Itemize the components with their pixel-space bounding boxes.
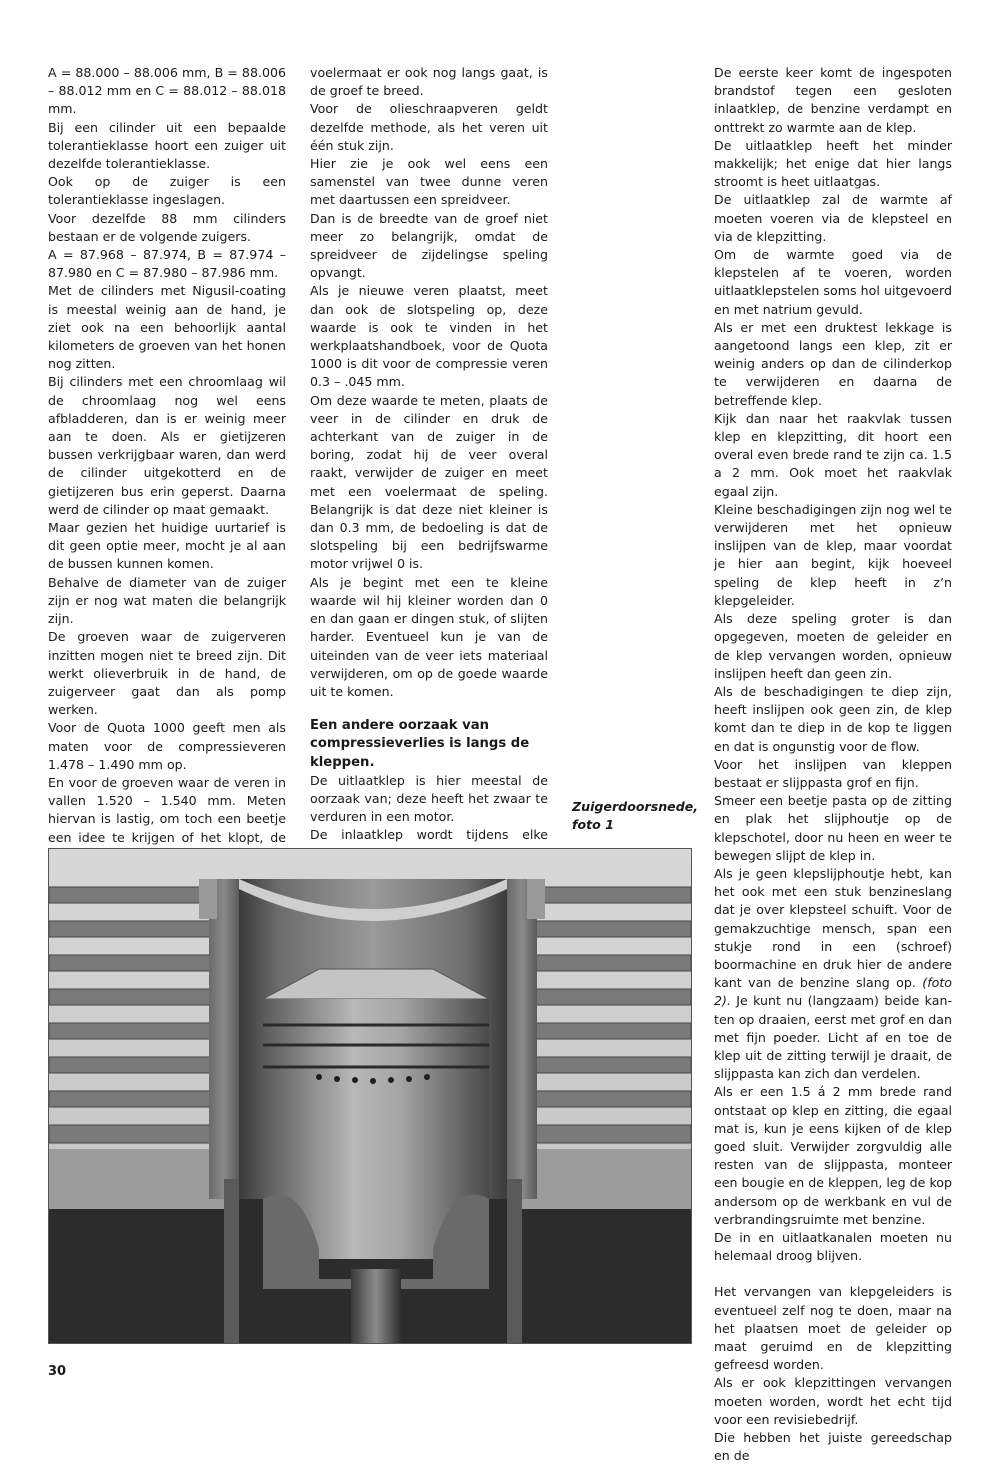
paragraph: Dan is de breedte van de groef niet meer zo belangrijk, omdat de spreidveer de zijdelingse speling opvangt.	[310, 210, 548, 281]
photo-reference: (foto 2).	[714, 975, 952, 1009]
paragraph: Ook op de zuiger is een tolerantieklasse ingeslagen.	[48, 174, 286, 208]
paragraph: Voor dezelfde 88 mm cilinders bestaan er de volgende zuigers.	[48, 210, 286, 244]
section-heading: Een andere oorzaak van compressieverlies is langs de kleppen.	[310, 718, 530, 770]
paragraph: Voor de olieschraapveren geldt dezelfde methode, als het veren uit één stuk zijn.	[310, 101, 548, 153]
paragraph: Smeer een beetje pasta op de zitting en plak het slijphoutje op de klepschotel, door nu heen en weer te bewegen slijpt de klep in.	[714, 793, 952, 863]
piston-illustration	[49, 849, 691, 1343]
paragraph: Als er een 1.5 á 2 mm brede rand ontstaat op klep en zitting, die egaal mat is, kun je eens kijken of de klep goed sluit. Verwijder zorgvuldig alle resten van de slijppasta, monteer een bougie en de kleppen, leg de kop andersom op de werkbank en vul de verbrandingsruimte met benzine.	[714, 1084, 952, 1227]
paragraph: Als er ook klepzittingen vervangen moeten worden, wordt het echt tijd voor een revisiebedrijf.	[714, 1375, 952, 1427]
text-column-2	[310, 64, 548, 972]
paragraph: Om deze waarde te meten, plaats de veer in de cilinder en druk de achterkant van de zuiger in de boring, zodat hij de veer overal raakt, verwijder de zuiger en meet met een voelermaat de speling. Belangrijk is dat deze niet kleiner is dan 0.3 mm, de bedoeling is dat de slotspeling bij een bedrijfswarme motor vrijwel 0 is.	[310, 392, 548, 572]
paragraph: Als je nieuwe veren plaatst, meet dan ook de slotspeling op, deze waarde is ook te vinden in het werkplaatshandboek, voor de Quota 1000 is dit voor de compressie veren 0.3 – .045 mm.	[310, 283, 548, 390]
paragraph: Met de cilinders met Nigusil-coating is meestal weinig aan de hand, je ziet ook na een behoorlijk aantal kilometers de groeven van het honen nog zitten.	[48, 283, 286, 372]
piston-cross-section-photo	[48, 848, 692, 1344]
text-column-1	[48, 64, 286, 956]
paragraph: Als de beschadigingen te diep zijn, heeft inslijpen ook geen zin, de klep komt dan te diep in de kop te liggen en dat is ongunstig voor de flow.	[714, 683, 952, 754]
paragraph: voelermaat er ook nog langs gaat, is de groef te breed.	[310, 65, 548, 99]
paragraph: En voor de groeven waar de veren in vallen 1.520 – 1.540 mm. Meten hiervan is lastig, om toch een beetje een idee te krijgen of het klopt, de	[48, 774, 286, 845]
paragraph: De in en uitlaatkanalen moeten nu helemaal droog blijven.	[714, 1230, 952, 1264]
paragraph: Voor de Quota 1000 geeft men als maten voor de compressieveren 1.478 – 1.490 mm op.	[48, 720, 286, 772]
paragraph	[714, 865, 952, 1083]
paragraph: De uitlaatklep zal de warmte af moeten voeren via de klepsteel en via de klepzitting.	[714, 192, 952, 244]
paragraph: Bij een cilinder uit een bepaalde tolerantieklasse hoort een zuiger uit dezelfde tolerantieklasse.	[48, 119, 286, 172]
paragraph: Als deze speling groter is dan opgegeven, moeten de geleider en de klep vervangen worden, opnieuw inslijpen heeft dan geen zin.	[714, 611, 952, 681]
paragraph: A = 88.000 – 88.006 mm, B = 88.006 – 88.012 mm en C = 88.012 – 88.018 mm.	[48, 65, 286, 117]
paragraph: Bij cilinders met een chroomlaag wil de chroomlaag nog wel eens afbladderen, dan is er weinig meer aan te doen. Als er gietijzeren bussen verkrijgbaar waren, dan werd de cilinder uitgekotterd en de gietijzeren bus erin geperst. Daarna werd de cilinder op maat gemaakt.	[48, 374, 286, 517]
paragraph: De uitlaatklep heeft het minder makkelijk; het enige dat hier langs stroomt is heet uitlaatgas.	[714, 137, 952, 190]
paragraph: Het vervangen van klepgeleiders is eventueel zelf nog te doen, maar na het plaatsen moet de geleider op maat geruimd en de klepzitting gefreesd worden.	[714, 1284, 952, 1373]
page-number: 30	[48, 1364, 67, 1379]
paragraph: Behalve de diameter van de zuiger zijn er nog wat maten die belangrijk zijn.	[48, 574, 286, 627]
paragraph: Als je begint met een te kleine waarde wil hij kleiner worden dan 0 en dan gaan er dingen stuk, of slijten harder. Eventueel kun je van de uiteinden van de veer iets materiaal verwijderen, om op de goede waarde uit te komen.	[310, 574, 548, 699]
paragraph: De inlaatklep wordt tijdens elke	[310, 827, 548, 843]
photo-caption: Zuigerdoorsnede, foto 1	[572, 799, 699, 832]
paragraph: De uitlaatklep is hier meestal de oorzaak van; deze heeft het zwaar te verduren in een motor.	[310, 772, 548, 825]
paragraph: Voor het inslijpen van kleppen bestaat er slijppasta grof en fijn.	[714, 756, 952, 790]
paragraph: Als er met een druktest lekkage is aangetoond langs een klep, zit er weinig anders op dan de cilinderkop te verwijderen en daarna de betreffende klep.	[714, 319, 952, 408]
text-column-3	[714, 64, 952, 1465]
paragraph: Kleine beschadigingen zijn nog wel te verwijderen met het opnieuw inslijpen van de klep, maar voordat je hier aan begint, kijk hoeveel speling de klep heeft in z’n klepgeleider.	[714, 501, 952, 608]
paragraph: Kijk dan naar het raakvlak tussen klep en klepzitting, dit hoort een overal even brede rand te zijn ca. 1.5 a 2 mm. Ook moet het raakvlak egaal zijn.	[714, 410, 952, 499]
paragraph: Om de warmte goed via de klepstelen af te voeren, worden uitlaatklepstelen soms hol uitgevoerd en met natrium gevuld.	[714, 247, 952, 317]
paragraph: Hier zie je ook wel eens een samenstel van twee dunne veren met daartussen een spreidveer.	[310, 156, 548, 208]
paragraph: Die hebben het juiste gereedschap en de	[714, 1430, 952, 1464]
paragraph: A = 87.968 – 87.974, B = 87.974 – 87.980 en C = 87.980 – 87.986 mm.	[48, 247, 286, 281]
paragraph: Maar gezien het huidige uurtarief is dit geen optie meer, mocht je al aan de bussen kunnen komen.	[48, 520, 286, 572]
paragraph-text: Als je geen klepslijphoutje hebt, kan het ook met een stuk benzineslang dat je over klepsteel schuift. Voor de gemakzuchtige mensch, span een stukje rond in een (schroef) boormachine en druk hier de andere kant van de benzine slang op.	[714, 865, 952, 991]
paragraph: De eerste keer komt de ingespoten brandstof tegen een gesloten inlaatklep, de benzine verdampt en onttrekt zo warmte aan de klep.	[714, 65, 952, 135]
paragraph-text: Je kunt nu (langzaam) beide kanten op draaien, eerst met grof en dan met fijn poeder. Licht af en toe de klep uit de zitting terwijl je draait, de slijppasta kan zich dan verdelen.	[714, 993, 952, 1082]
paragraph: De groeven waar de zuigerveren inzitten mogen niet te breed zijn. Dit werkt olieverbruik in de hand, de zuigerveer gaat dan als pomp werken.	[48, 629, 286, 718]
